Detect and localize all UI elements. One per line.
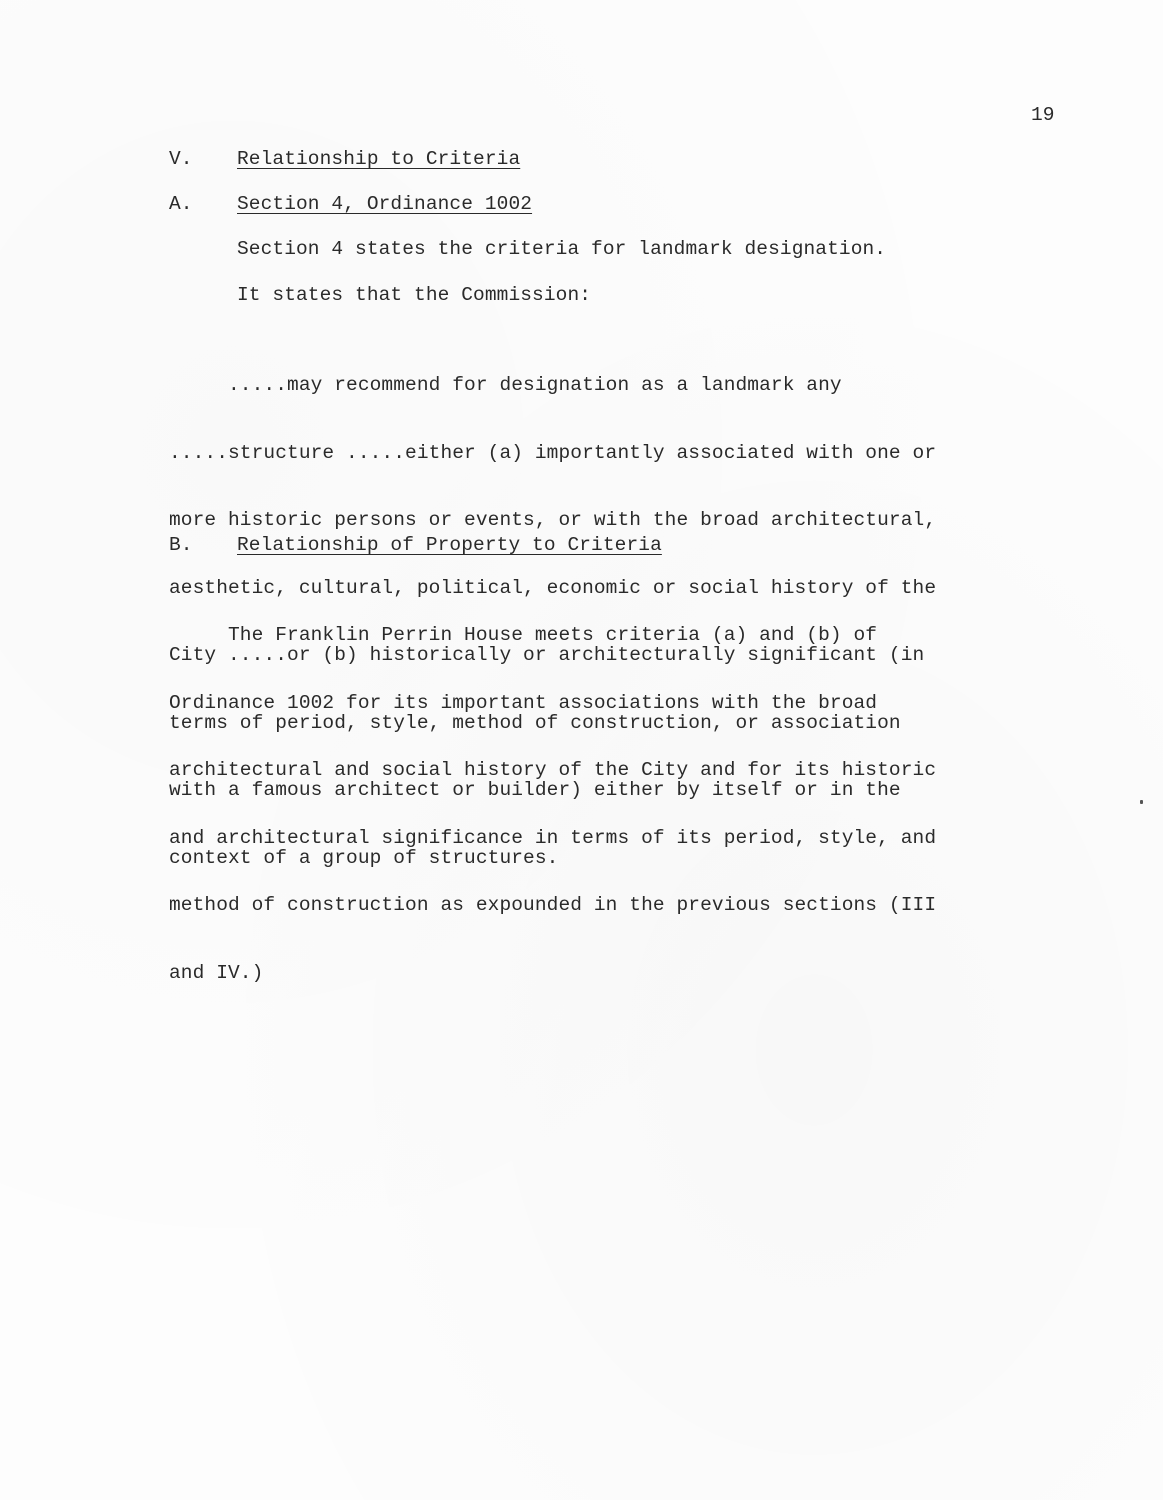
quote-line: .....may recommend for designation as a landmark any: [169, 374, 842, 396]
subsection-a-paragraph-2: It states that the Commission:: [237, 284, 592, 306]
subsection-a-paragraph-1: Section 4 states the criteria for landmark designation.: [237, 238, 887, 260]
section-v-title: Relationship to Criteria: [237, 148, 521, 170]
body-line: The Franklin Perrin House meets criteria (a) and (b) of: [169, 624, 878, 646]
subsection-b-title: Relationship of Property to Criteria: [237, 534, 662, 556]
body-line: and architectural significance in terms of its period, style, and: [169, 826, 937, 849]
subsection-a-letter: A.: [169, 193, 193, 215]
body-line: method of construction as expounded in the previous sections (III: [169, 894, 937, 916]
quote-line: aesthetic, cultural, political, economic or social history of the: [169, 576, 937, 599]
quote-line: context of a group of structures.: [169, 846, 559, 869]
quote-line: terms of period, style, method of construction, or association: [169, 711, 901, 734]
subsection-b-letter: B.: [169, 534, 193, 556]
quote-line: more historic persons or events, or with the broad architectural,: [169, 509, 937, 531]
body-line: Ordinance 1002 for its important associations with the broad: [169, 691, 878, 714]
quote-line: City .....or (b) historically or architecturally significant (in: [169, 644, 925, 666]
section-v-number: V.: [169, 148, 193, 170]
page-number: 19: [1031, 104, 1055, 126]
subsection-b-body: [169, 576, 937, 1029]
body-line: architectural and social history of the City and for its historic: [169, 759, 937, 781]
subsection-a-title: Section 4, Ordinance 1002: [237, 193, 533, 215]
scan-speck: [1140, 800, 1143, 804]
body-line: and IV.): [169, 961, 264, 984]
quote-line: with a famous architect or builder) either by itself or in the: [169, 779, 901, 801]
quote-line: .....structure .....either (a) importantly associated with one or: [169, 441, 937, 464]
